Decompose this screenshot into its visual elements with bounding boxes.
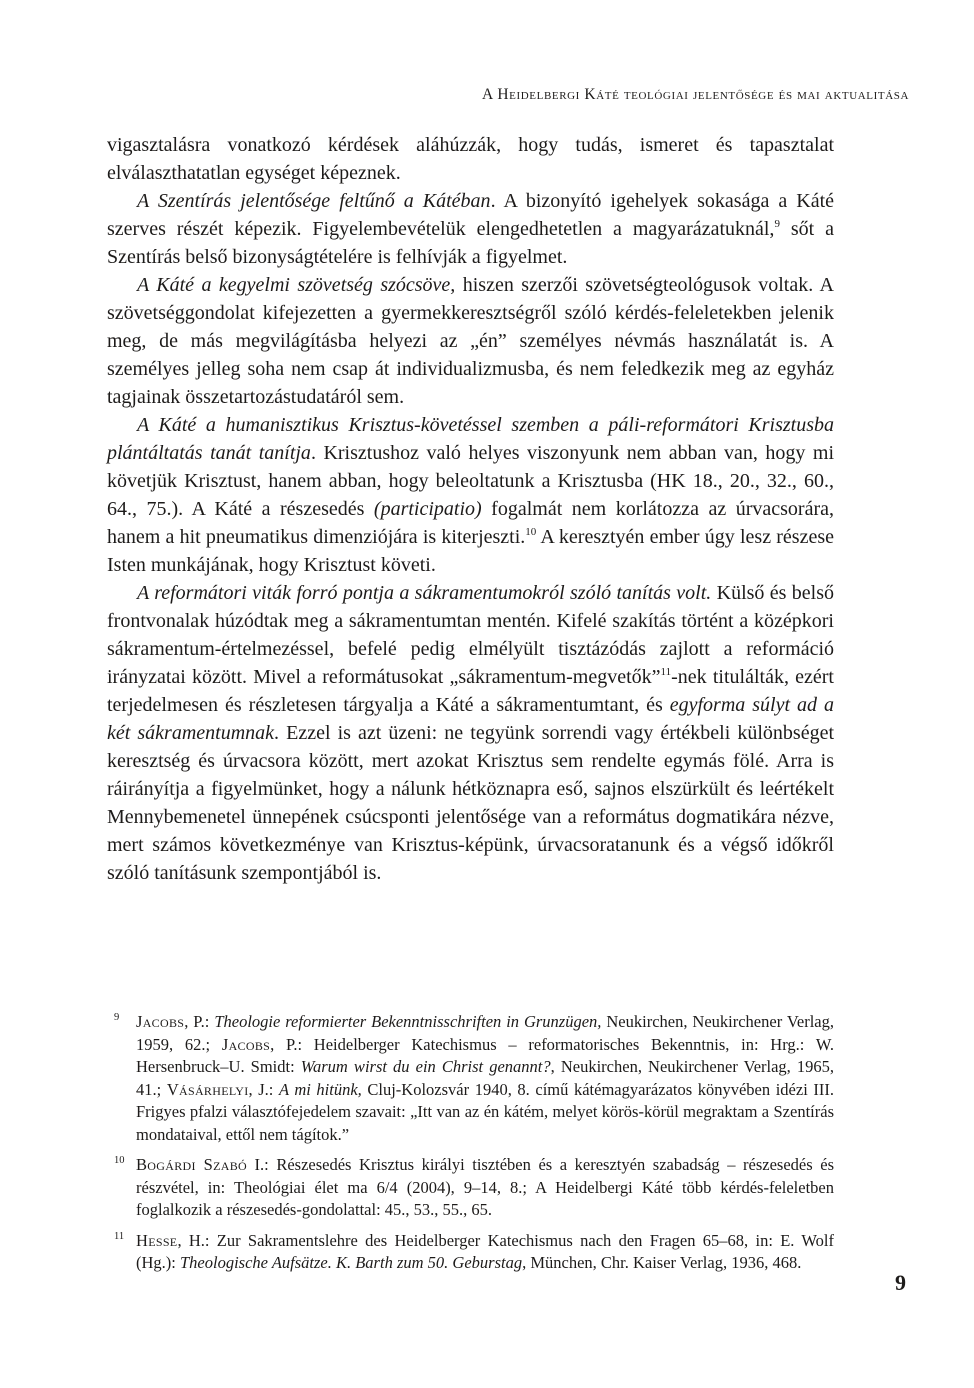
paragraph-text: . Ezzel is azt üzeni: ne tegyünk sorrendi vagy értékbeli különbséget keresztség és úrvacsora között, mert azokat Krisztus sem rendelte egymás fölé. Arra is ráirányítja a figyelmünket, hogy a nálunk hétköznapra eső, sajnos elszürkült és leértékelt Mennybemenetel ünnepének csúcsponti jelentősége van a református dogmatikára nézve, mert számos következménye van Krisztus-képünk, úrvacsoratanunk és a végső időkről szóló tanításunk szempontjából is.: [107, 722, 834, 884]
italic-term: (participatio): [373, 498, 482, 520]
footnote-text: , H.: Zur Sakramentslehre des Heidelberger Katechismus nach den Fragen 65–68, in: E. Wolf (Hg.):: [136, 1230, 834, 1272]
italic-lead: A Káté a kegyelmi szövetség szócsöve,: [137, 274, 456, 296]
italic-lead: A Káté a humanisztikus Krisztus-követéssel szemben a páli-reformátori Krisztusba plántáltatás tanát tanítja: [107, 414, 834, 464]
paragraph-text: fogalmát nem korlátozza az úrvacsorára, hanem a hit pneumatikus dimenziójára is kiterjeszti.: [107, 498, 835, 548]
paragraph-text: sőt a Szentírás belső bizonyságtételére is felhívják a figyelmet.: [107, 218, 834, 268]
footnote-reference[interactable]: 10: [525, 526, 537, 538]
body-text: [107, 131, 834, 887]
footnote-text: Cluj-Kolozsvár 1940, 8. című kátémagyarázatos könyvében idézi III. Frigyes pfalzi választófejedelem szavait: „Itt van az én kátém, melyet körös-körül megraktam a Szentírás mondataival, ettől nem tágítok.”: [136, 1079, 834, 1144]
footnotes: [114, 1011, 835, 1283]
author-name: Bogárdi Szabó: [136, 1155, 247, 1174]
book-title: Theologie reformierter Bekenntnisschriften in Grunzügen,: [214, 1012, 602, 1031]
footnote-text: , P.: Heidelberger Katechismus – reformatorisches Bekenntnis, in: Hrg.: W. Hersenbruck–U. Smidt:: [136, 1034, 835, 1076]
author-name: Jacobs: [136, 1012, 185, 1031]
footnote-text: , Neukirchen, Neukirchener Verlag, 1965, 41.;: [136, 1057, 835, 1099]
author-name: Jacobs: [221, 1034, 271, 1054]
footnote-number: 11: [114, 1230, 125, 1242]
footnote-9: [114, 1011, 835, 1146]
author-name: Vásárhelyi: [166, 1079, 249, 1099]
footnote-text: Neukirchen, Neukirchener Verlag, 1959, 62.;: [136, 1012, 835, 1054]
paragraph-4: [107, 411, 834, 579]
paragraph-text: . Krisztushoz való helyes viszonyunk nem abban van, hogy mi követjük Krisztust, hanem abban, hogy beleoltatunk a Krisztusba (HK 18., 20., 32., 60., 64., 75.). A Káté a részesedés: [107, 442, 834, 520]
footnote-11: [114, 1230, 834, 1275]
paragraph-text: Külső és belső frontvonalak húzódtak meg a sákramentumtan mentén. Kifelé szakítás történt a középkori sákramentum-értelmezéssel, befelé pedig elmélyült tisztázódás zajlott a reformáció irányzatai között. Mivel a reformátusokat „sákramentum-megvetők”: [107, 582, 834, 688]
book-title: Theologische Aufsätze. K. Barth zum 50. Geburstag: [180, 1253, 523, 1272]
paragraph-2: [107, 187, 834, 271]
footnote-reference[interactable]: 11: [660, 666, 672, 678]
paragraph-text: hiszen szerzői szövetségteológusok voltak. A szövetséggondolat kifejezetten a gyermekkeresztségről szóló kérdés-feleletekben jelenik meg, de más megvilágításba helyezi az „én” személyes névmás használatát is. A személyes jelleg soha nem csap át individualizmusba, és nem feledkezik meg az egyház tagjainak összetartozástudatáról sem.: [107, 274, 834, 408]
book-title: Warum wirst du ein Christ genannt?: [300, 1057, 551, 1076]
italic-phrase: egyforma súlyt ad a két sákramentumnak: [107, 694, 834, 744]
paragraph-text: . A bizonyító igehelyek sokasága a Káté szerves részét képezik. Figyelembevételük elengedhetetlen a magyarázatuknál,: [107, 190, 835, 240]
running-header: A Heidelbergi Káté teológiai jelentősége és mai aktualitása: [481, 86, 909, 103]
paragraph-1: vigasztalásra vonatkozó kérdések aláhúzzák, hogy tudás, ismeret és tapasztalat elválaszthatatlan egységet képeznek.: [107, 134, 834, 184]
footnote-text: , P.:: [184, 1012, 215, 1031]
footnote-text: , J.:: [248, 1079, 279, 1099]
footnote-reference[interactable]: 9: [774, 218, 780, 230]
paragraph-text: A keresztyén ember úgy lesz részese Isten munkájának, hogy Krisztust követi.: [107, 526, 834, 576]
paragraph-5: [107, 579, 834, 887]
italic-lead: A Szentírás jelentősége feltűnő a Kátéban: [137, 190, 491, 212]
paragraph-text: -nek titulálták, ezért terjedelmesen és részletesen tárgyalja a Káté a sákramentumtant, és: [107, 666, 834, 716]
author-name: Hesse: [136, 1230, 178, 1250]
book-title: A mi hitünk,: [278, 1079, 362, 1099]
footnote-10: [114, 1154, 834, 1222]
footnote-number: 9: [114, 1012, 120, 1023]
paragraph-3: [107, 271, 834, 411]
footnote-number: 10: [114, 1155, 125, 1166]
italic-lead: A reformátori viták forró pontja a sákramentumokról szóló tanítás volt.: [137, 582, 712, 604]
page-number: 9: [895, 1270, 906, 1295]
footnote-text: , München, Chr. Kaiser Verlag, 1936, 468.: [522, 1253, 802, 1272]
footnote-text: I.: Részesedés Krisztus királyi tisztében és a keresztyén szabadság – részesedés és részvétel, in: Theológiai élet ma 6/4 (2004), 9–14, 8.; A Heidelbergi Káté több kérdés-feleletben foglalkozik a részesedés-gondolattal: 45., 53., 55., 65.: [136, 1155, 834, 1219]
